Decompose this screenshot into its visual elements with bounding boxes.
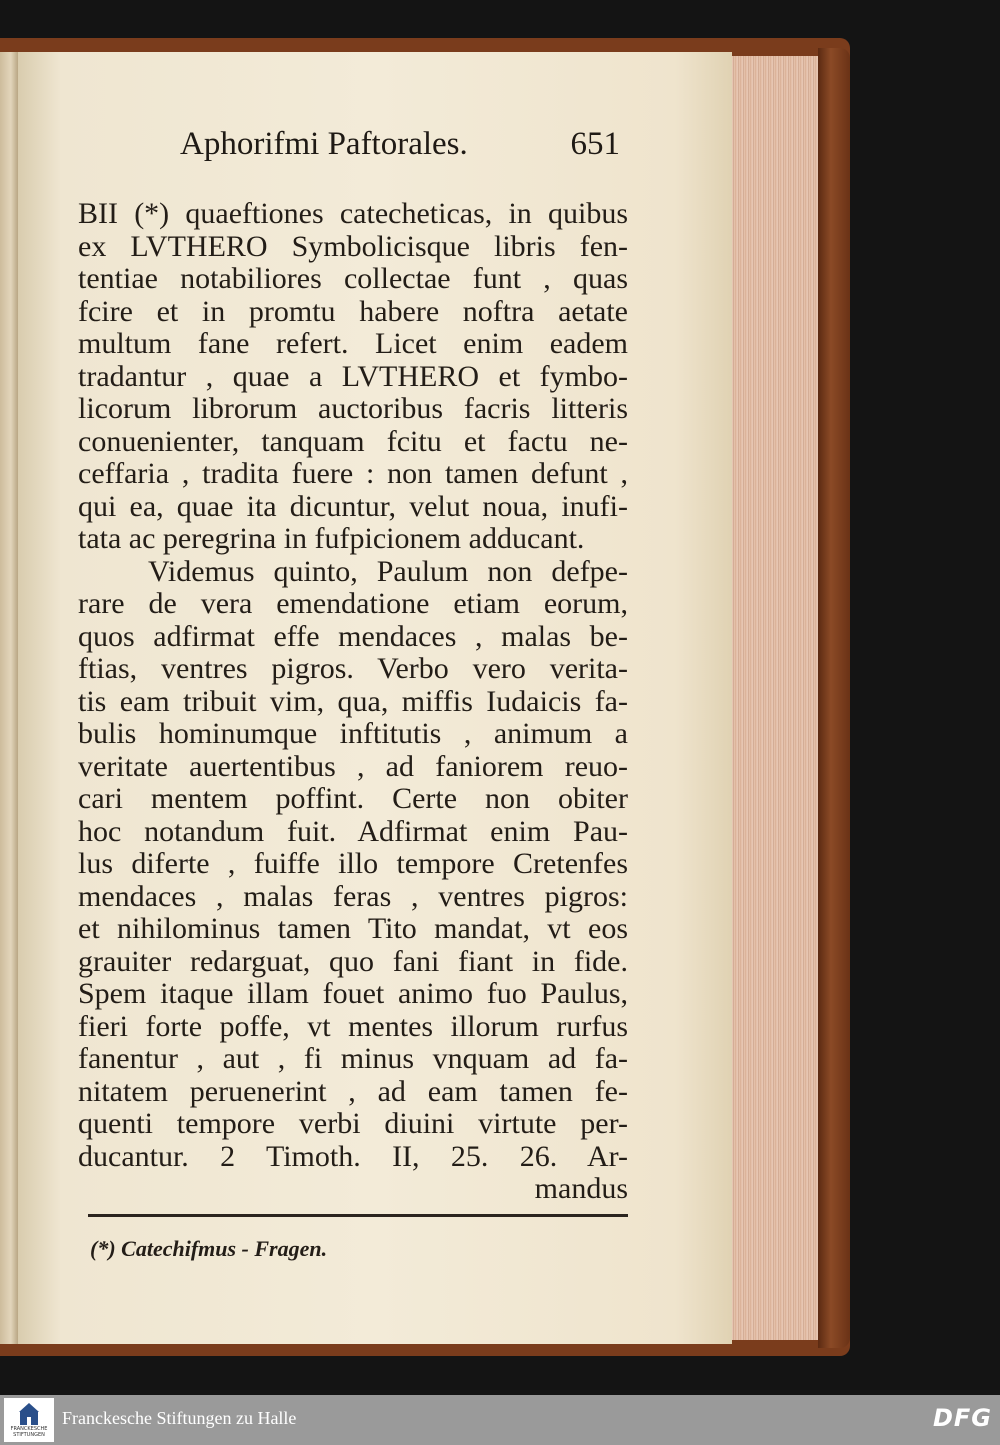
text-line: BII (*) quaeftiones catecheticas, in quibus (78, 198, 628, 230)
text-line: ceffaria , tradita fuere : non tamen defunt , (78, 458, 628, 490)
footer-bar (0, 1395, 1000, 1445)
text-line: bulis hominumque inftitutis , animum a (78, 718, 628, 750)
text-line: rare de vera emendatione etiam eorum, (78, 588, 628, 620)
page-fore-edge (722, 56, 820, 1340)
page-header (180, 126, 620, 176)
text-line: fanentur , aut , fi minus vnquam ad fa- (78, 1043, 628, 1075)
text-line: multum fane refert. Licet enim eadem (78, 328, 628, 360)
text-line: veritate auertentibus , ad faniorem reuo- (78, 750, 628, 783)
text-line: ducantur. 2 Timoth. II, 25. 26. Ar- (78, 1140, 628, 1173)
dfg-logo[interactable]: DFG (932, 1404, 992, 1432)
running-head: Aphorifmi Paftorales. (180, 126, 468, 162)
left-page-edge (0, 52, 18, 1344)
book-spine-edge (818, 48, 850, 1348)
text-line: quos adfirmat effe mendaces , malas be- (78, 620, 628, 653)
logo-text: FRANCKESCHE STIFTUNGEN (10, 1426, 48, 1438)
text-line: tata ac peregrina in fufpicionem adducant. (78, 523, 585, 555)
text-line: quenti tempore verbi diuini virtute per- (78, 1108, 628, 1140)
body-text (78, 198, 628, 1206)
text-line: ex LVTHERO Symbolicisque libris fen- (78, 230, 628, 263)
footnote: (*) Catechifmus - Fragen. (90, 1236, 328, 1261)
page-number: 651 (570, 126, 620, 162)
institution-name[interactable]: Franckesche Stiftungen zu Halle (62, 1408, 297, 1428)
text-line: et nihilominus tamen Tito mandat, vt eos (78, 913, 628, 945)
building-icon (18, 1402, 40, 1426)
text-line: conuenienter, tanquam fcitu et factu ne- (78, 425, 628, 458)
text-line: mendaces , malas feras , ventres pigros: (78, 880, 628, 913)
text-line: Spem itaque illam fouet animo fuo Paulus, (78, 978, 628, 1010)
text-line: lus diferte , fuiffe illo tempore Cretenfes (78, 848, 628, 880)
text-line: nitatem peruenerint , ad eam tamen fe- (78, 1075, 628, 1108)
text-line: licorum librorum auctoribus facris litteris (78, 393, 628, 425)
text-line: ftias, ventres pigros. Verbo vero verita- (78, 653, 628, 685)
text-line: cari mentem poffint. Certe non obiter (78, 783, 628, 815)
institution-logo[interactable] (4, 1398, 54, 1442)
text-line: qui ea, quae ita dicuntur, velut noua, inufi- (78, 490, 628, 523)
text-line: tradantur , quae a LVTHERO et fymbo- (78, 360, 628, 393)
catchword: mandus (534, 1173, 628, 1205)
text-line: fieri forte poffe, vt mentes illorum rurfus (78, 1010, 628, 1043)
text-line: hoc notandum fuit. Adfirmat enim Pau- (78, 815, 628, 848)
text-line: tis eam tribuit vim, qua, miffis Iudaicis fa- (78, 685, 628, 718)
text-line: Videmus quinto, Paulum non defpe- (148, 555, 628, 588)
text-line: grauiter redarguat, quo fani fiant in fide. (78, 945, 628, 978)
text-line: fcire et in promtu habere noftra aetate (78, 295, 628, 328)
text-line: tentiae notabiliores collectae funt , quas (78, 263, 628, 295)
footnote-rule (88, 1214, 628, 1217)
